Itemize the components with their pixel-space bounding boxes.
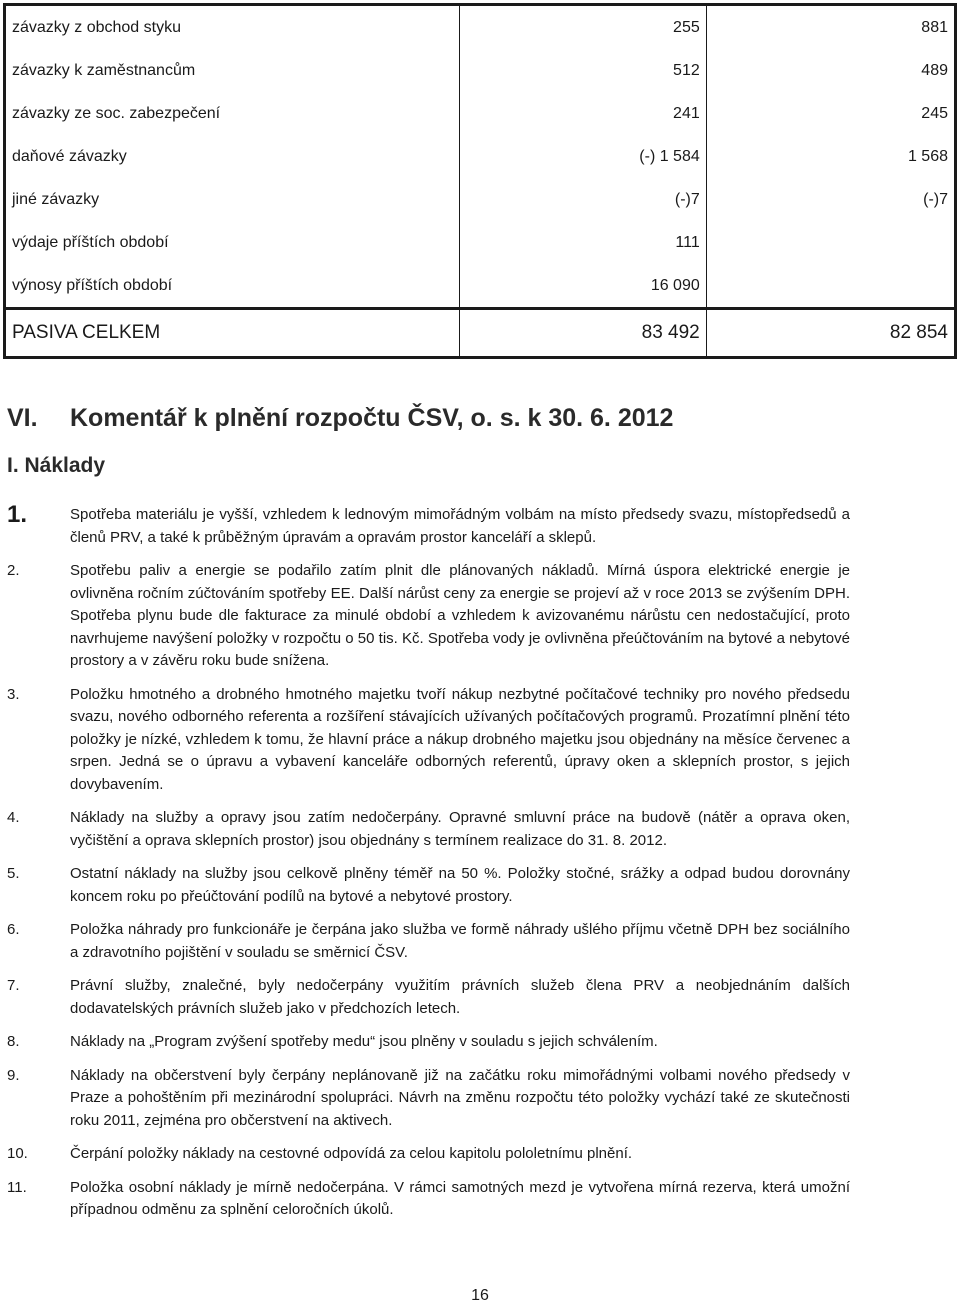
section-title: Komentář k plnění rozpočtu ČSV, o. s. k 30. 6. 2012 (70, 404, 674, 432)
item-text: Spotřebu paliv a energie se podařilo zatím plnit dle plánovaných nákladů. Mírná úspora elektrické energie je ovlivněna ročním zúčtováním spotřeby EE. Další nárůst ceny za energie se projeví až v roce 2013 se zvýšením DPH. Spotřeba plynu bude dle fakturace za minulé období a vzhledem k avizovanému nárůstu cen nedostačující, proto navrhujeme navýšení položky v rozpočtu o 50 tis. Kč. Spotřeba vody je ovlivněna přeúčtováním na bytové a nebytové prostory a v závěru roku bude snížena. (70, 562, 850, 669)
item-number: 8. (7, 1033, 20, 1050)
table-row (5, 178, 956, 221)
total-value-previous: 82 854 (706, 309, 955, 358)
table-row (5, 5, 956, 50)
list-item (0, 1177, 960, 1222)
list-item (0, 919, 960, 964)
row-value-current: 255 (460, 5, 706, 50)
item-number: 9. (7, 1066, 20, 1084)
item-number: 6. (7, 921, 20, 938)
row-value-previous: 1 568 (706, 135, 955, 178)
list-item (0, 807, 960, 852)
list-item (0, 560, 960, 673)
item-text: Položka osobní náklady je mírně nedočerpána. V rámci samotných mezd je vytvořena mírná rezerva, která umožní případnou odměnu za splnění celoročních úkolů. (70, 1178, 850, 1218)
item-text: Právní služby, znalečné, byly nedočerpány využitím právních služeb člena PRV a neobjednáním dalších dodavatelských právních služeb jako v předchozích letech. (70, 977, 850, 1017)
liabilities-table (3, 3, 957, 359)
item-number: 7. (7, 977, 20, 994)
section-heading (7, 404, 673, 433)
item-text: Náklady na občerstvení byly čerpány neplánovaně již na začátku roku mimořádnými volbami nového předsedy v Praze a pohoštěním při mezinárodní spolupráci. Návrh na změnu rozpočtu této položky vychází také ze skutečnosti roku 2011, zejména pro občerstvení na aktivech. (70, 1066, 850, 1129)
row-label: závazky k zaměstnancům (5, 49, 460, 92)
row-label: závazky ze soc. zabezpečení (5, 92, 460, 135)
total-label: PASIVA CELKEM (5, 309, 460, 358)
row-value-current: 111 (460, 221, 706, 264)
item-text: Náklady na „Program zvýšení spotřeby medu“ jsou plněny v souladu s jejich schválením. (70, 1033, 658, 1050)
section-number: VI. (7, 404, 38, 432)
list-item (0, 501, 960, 549)
item-number: 10. (7, 1145, 28, 1162)
row-value-previous: 489 (706, 49, 955, 92)
row-value-current: 512 (460, 49, 706, 92)
subsection-heading: I. Náklady (7, 454, 106, 477)
item-text: Ostatní náklady na služby jsou celkově plněny téměř na 50 %. Položky stočné, srážky a odpad budou dorovnány koncem roku po přeúčtování podílů na bytové a nebytové prostory. (70, 865, 850, 905)
row-value-previous: (-)7 (706, 178, 955, 221)
item-text: Položka náhrady pro funkcionáře je čerpána jako služba ve formě náhrady ušlého příjmu včetně DPH bez sociálního a zdravotního pojištění v souladu se směrnicí ČSV. (70, 921, 850, 961)
item-number: 3. (7, 685, 20, 703)
item-number: 5. (7, 865, 20, 882)
total-value-current: 83 492 (460, 309, 706, 358)
comment-list (0, 501, 960, 1233)
row-value-previous: 881 (706, 5, 955, 50)
table-row (5, 221, 956, 264)
row-label: výnosy příštích období (5, 264, 460, 309)
row-value-previous: 245 (706, 92, 955, 135)
row-value-current: (-)7 (460, 178, 706, 221)
table-row (5, 135, 956, 178)
list-item (0, 1031, 960, 1054)
table-row (5, 264, 956, 309)
item-number: 4. (7, 809, 20, 826)
list-item (0, 975, 960, 1020)
item-number: 1. (7, 501, 28, 528)
table-row (5, 92, 956, 135)
item-number: 2. (7, 562, 20, 579)
row-value-current: 16 090 (460, 264, 706, 309)
row-label: závazky z obchod styku (5, 5, 460, 50)
item-text: Čerpání položky náklady na cestovné odpovídá za celou kapitolu pololetnímu plnění. (70, 1145, 633, 1162)
row-label: výdaje příštích období (5, 221, 460, 264)
table-total-row (5, 309, 956, 358)
list-item (0, 863, 960, 908)
row-value-current: (-) 1 584 (460, 135, 706, 178)
list-item (0, 1065, 960, 1133)
row-label: daňové závazky (5, 135, 460, 178)
item-text: Náklady na služby a opravy jsou zatím nedočerpány. Opravné smluvní práce na budově (nátěr a oprava oken, vyčištění a oprava sklepních prostor) jsou objednány s termínem realizace do 31. 8. 2012. (70, 809, 850, 849)
row-label: jiné závazky (5, 178, 460, 221)
item-number: 11. (7, 1178, 27, 1196)
page-number: 16 (471, 1287, 489, 1304)
row-value-previous (706, 221, 955, 264)
table-row (5, 49, 956, 92)
list-item (0, 684, 960, 797)
row-value-previous (706, 264, 955, 309)
list-item (0, 1143, 960, 1166)
item-text: Spotřeba materiálu je vyšší, vzhledem k lednovým mimořádným volbám na místo předsedy svazu, místopředsedů a členů PRV, a také k průběžným úpravám a opravám prostor kanceláří a sklepů. (70, 506, 850, 546)
row-value-current: 241 (460, 92, 706, 135)
item-text: Položku hmotného a drobného hmotného majetku tvoří nákup nezbytné počítačové techniky pro nového předsedu svazu, nového odborného referenta a rozšíření stávajících užívaných počítačových programů. Prozatímní plnění této položky je nízké, vzhledem k tomu, že hlavní práce a nákup drobného majetku jsou objednány na měsíce červenec a srpen. Jedná se o úpravu a vybavení kanceláře odborných referentů, úpravy oken a sklepních prostor, s jejich dovybavením. (70, 685, 850, 793)
